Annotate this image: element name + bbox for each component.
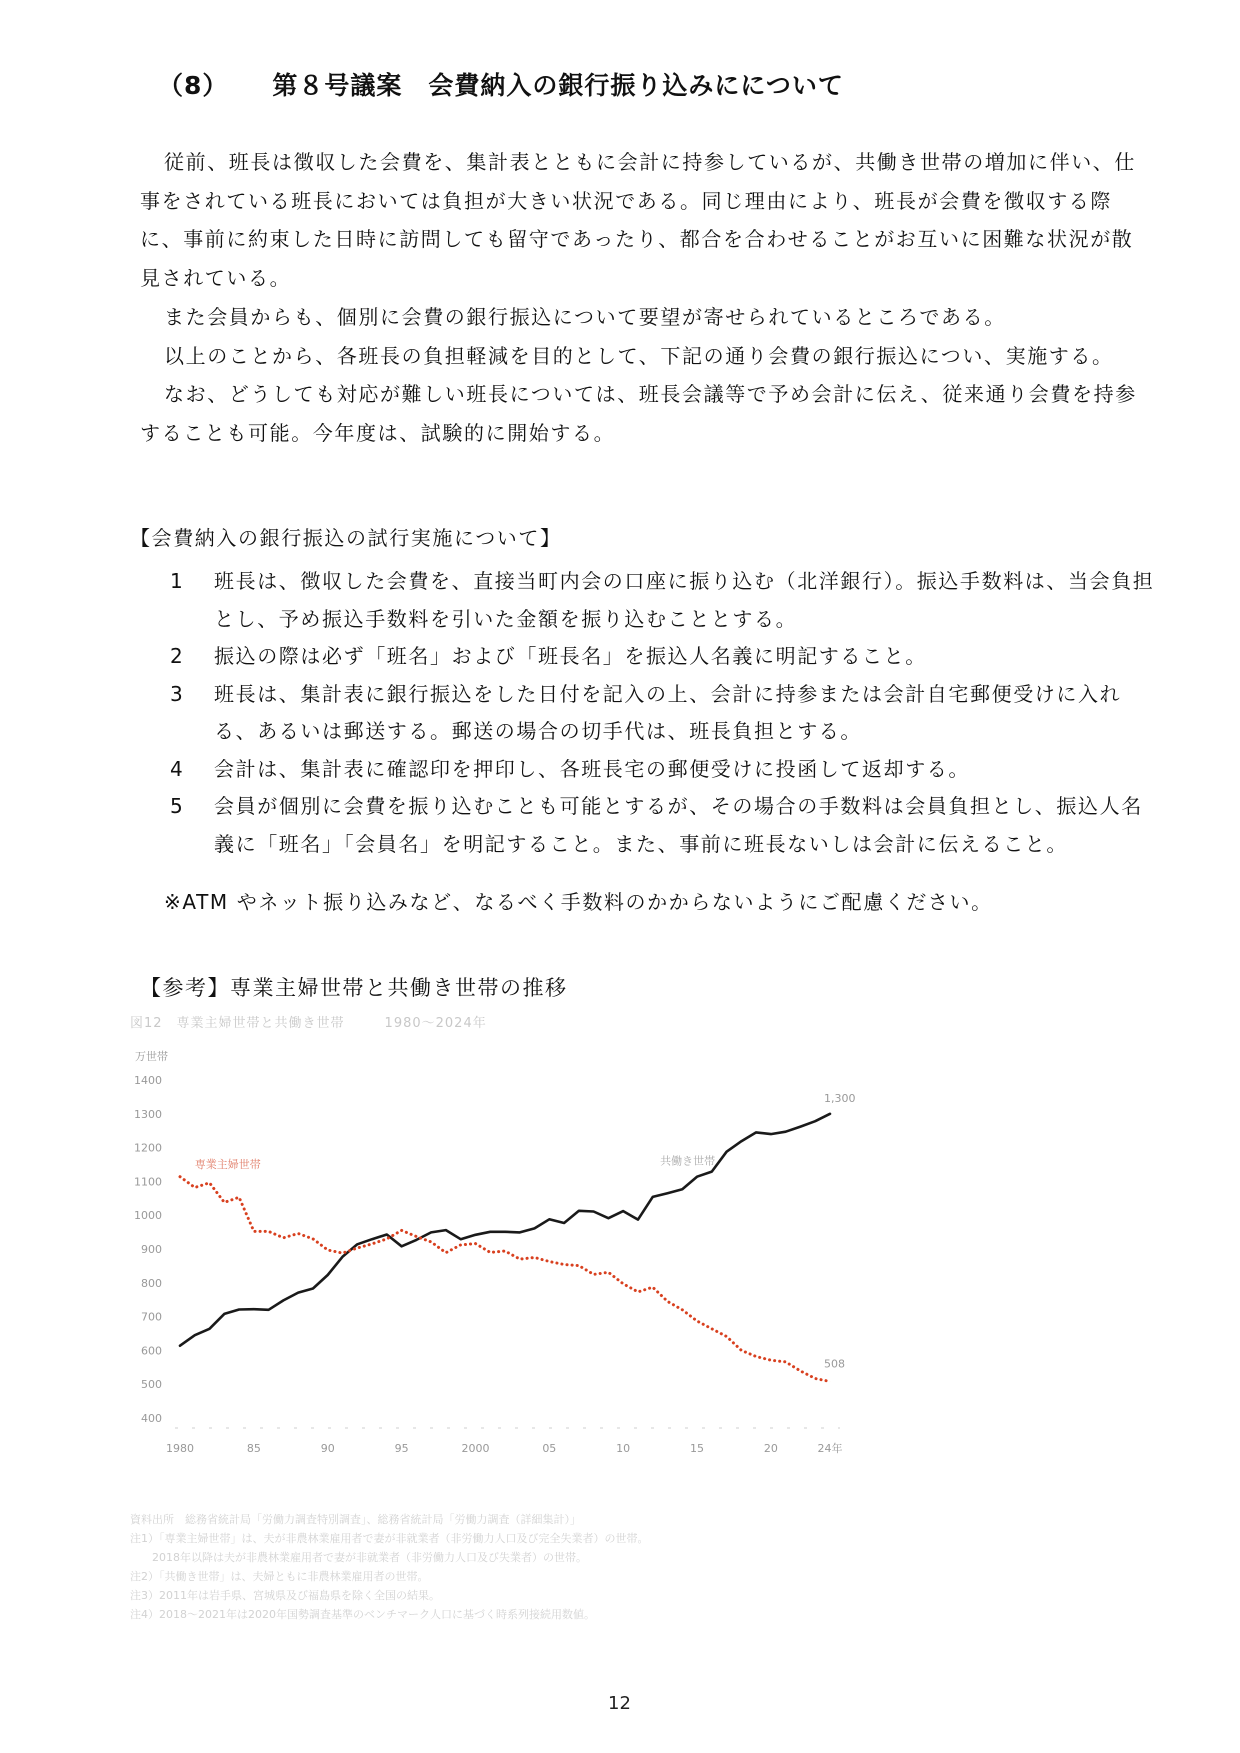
list-item [170, 676, 1160, 751]
series-name-label: 専業主婦世帯 [194, 1157, 261, 1171]
y-tick-label: 400 [141, 1412, 162, 1425]
reference-title: 【参考】専業主婦世帯と共働き世帯の推移 [140, 976, 568, 1000]
list-item-text: 会計は、集計表に確認印を押印し、各班長宅の郵便受けに投函して返却する。 [214, 756, 970, 781]
y-tick-label: 600 [141, 1344, 162, 1358]
x-tick-label: 2000 [461, 1442, 490, 1455]
chart-svg [120, 1010, 960, 1510]
series-end-value-label: 1,300 [824, 1091, 856, 1105]
source-line: 注1）「専業主婦世帯」は、夫が非農林業雇用者で妻が非就業者（非労働力人口及び完全失業者）の世帯。 [130, 1532, 649, 1545]
list-item [170, 788, 1160, 863]
paragraph: また会員からも、個別に会費の銀行振込について要望が寄せられているところである。 [164, 304, 1006, 329]
source-line: 資料出所 総務省統計局「労働力調査特別調査」、総務省統計局「労働力調査（詳細集計）」 [130, 1513, 581, 1526]
section-heading [158, 66, 844, 102]
source-line: 2018年以降は夫が非農林業雇用者で妻が非就業者（非労働力人口及び失業者）の世帯。 [130, 1551, 587, 1564]
paragraph: 以上のことから、各班長の負担軽減を目的として、下記の通り会費の銀行振込につい、実施する。 [164, 343, 1114, 368]
page-number: 12 [608, 1693, 631, 1714]
y-tick-label: 500 [141, 1378, 162, 1392]
list-item [170, 751, 1160, 789]
y-tick-label: 1100 [134, 1175, 162, 1189]
list-item-text: 会員が個別に会費を振り込むことも可能とするが、その場合の手数料は会員負担とし、振込人名義に「班名」「会員名」を明記すること。また、事前に班長ないしは会計に伝えること。 [214, 794, 1143, 856]
y-tick-label: 1400 [134, 1074, 162, 1087]
list-item [170, 638, 1160, 676]
section-title: 第８号議案 会費納入の銀行振り込みにについて [272, 71, 844, 100]
y-tick-label: 800 [141, 1276, 162, 1290]
x-tick-label: 05 [542, 1442, 557, 1455]
list-item-text: 班長は、集計表に銀行振込をした日付を記入の上、会計に持参または会計自宅郵便受けに入れる、あるいは郵送する。郵送の場合の切手代は、班長負担とする。 [214, 681, 1122, 743]
list-item-number: 3 [170, 681, 185, 706]
list-item-text: 班長は、徴収した会費を、直接当町内会の口座に振り込む（北洋銀行）。振込手数料は、当会負担とし、予め振込手数料を引いた金額を振り込むこととする。 [214, 569, 1155, 631]
series-name-label: 共働き世帯 [660, 1154, 716, 1168]
x-tick-label: 10 [616, 1442, 631, 1455]
list-item-number: 5 [170, 794, 185, 818]
list-item-text: 振込の際は必ず「班名」および「班長名」を振込人名義に明記すること。 [214, 644, 927, 668]
list-item [170, 563, 1160, 638]
chart-year-range: 1980～2024年 [384, 1016, 487, 1031]
x-tick-label: 95 [394, 1442, 409, 1455]
chart-sources [130, 1510, 649, 1624]
x-tick-label: 24年 [817, 1442, 843, 1455]
list-item-number: 1 [170, 569, 185, 593]
fee-note: ※ATM やネット振り込みなど、なるべく手数料のかからないようにご配慮ください。 [164, 890, 993, 914]
list-item-number: 4 [170, 756, 185, 781]
y-axis-unit-label: 万世帯 [135, 1050, 168, 1063]
trial-implementation-list [130, 519, 1160, 941]
y-tick-label: 1000 [134, 1209, 162, 1223]
household-trend-chart [120, 1010, 960, 1510]
y-tick-label: 1300 [134, 1107, 162, 1121]
chart-figure-label: 図12 専業主婦世帯と共働き世帯 [130, 1016, 345, 1031]
x-tick-label: 15 [690, 1442, 705, 1455]
x-tick-label: 85 [246, 1442, 261, 1455]
list-title: 【会費納入の銀行振込の試行実施について】 [130, 526, 562, 550]
source-line: 注2）「共働き世帯」は、夫婦ともに非農林業雇用者の世帯。 [130, 1570, 429, 1583]
paragraph: なお、どうしても対応が難しい班長については、班長会議等で予め会計に伝え、従来通り会費を持参することも可能。今年度は、試験的に開始する。 [140, 382, 1137, 445]
x-tick-label: 1980 [166, 1442, 194, 1455]
list-item-number: 2 [170, 644, 185, 668]
series-line-dual-income [180, 1114, 830, 1346]
series-line-housewife [180, 1177, 830, 1382]
paragraph: 従前、班長は徴収した会費を、集計表とともに会計に持参しているが、共働き世帯の増加に伴い、仕事をされている班長においては負担が大きい状況である。同じ理由により、班長が会費を徴収する際に、事前に約束した日時に訪問しても留守であったり、都合を合わせることがお互いに困難な状況が散見されている。 [140, 150, 1136, 291]
series-end-value-label: 508 [824, 1357, 845, 1371]
body-paragraphs [140, 143, 1150, 453]
source-line: 注4）2018～2021年は2020年国勢調査基準のベンチマーク人口に基づく時系列接続用数値。 [130, 1608, 595, 1621]
section-number: （8） [158, 71, 229, 100]
x-tick-label: 90 [320, 1442, 335, 1455]
x-tick-label: 20 [763, 1442, 778, 1455]
y-tick-label: 900 [141, 1243, 162, 1256]
source-line: 注3）2011年は岩手県、宮城県及び福島県を除く全国の結果。 [130, 1589, 440, 1602]
y-tick-label: 1200 [134, 1141, 162, 1155]
y-tick-label: 700 [141, 1310, 162, 1324]
